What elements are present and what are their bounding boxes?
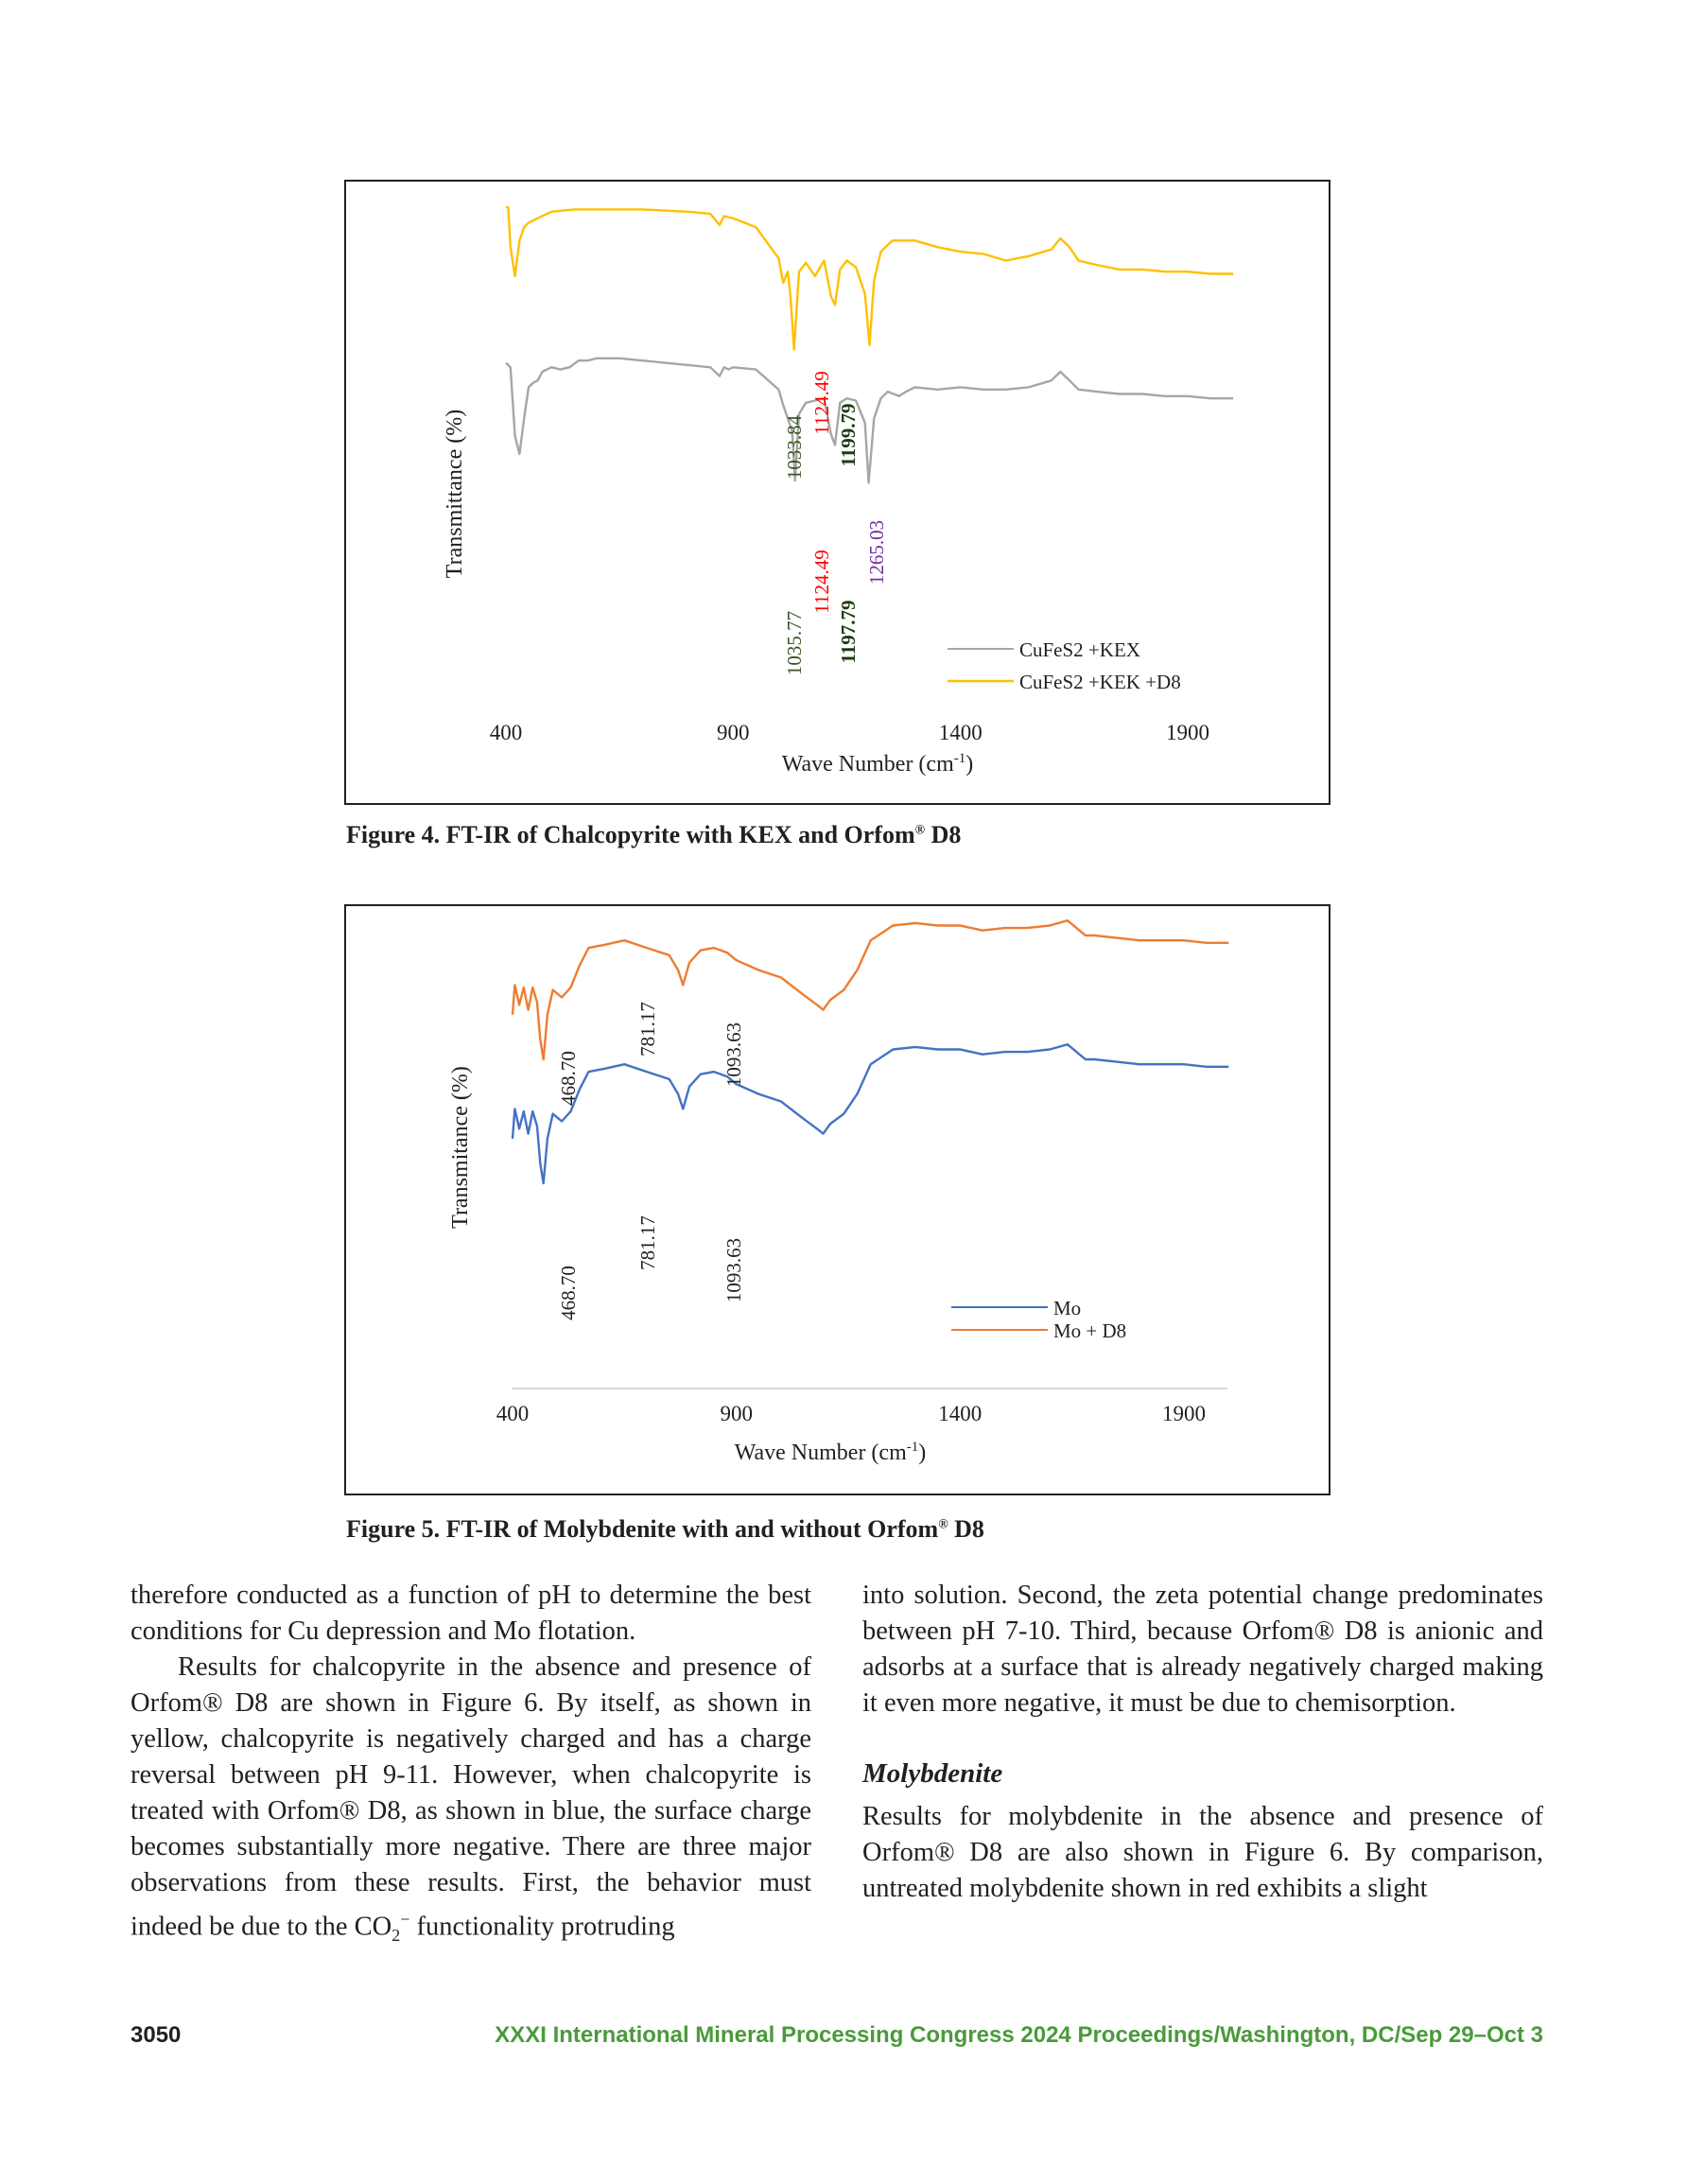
peak-annotation-1035-77: 1035.77: [783, 610, 806, 676]
x-tick-label-900: 900: [717, 721, 750, 744]
paragraph: Results for chalcopyrite in the absence and presence of Orfom® D8 are shown in Figure 6. By itself, as shown in yellow, chalcopyrite is negatively charged and has a charge reversal between pH 9-11. However, when chalcopyrite is treated with Orfom® D8, as shown in blue, the surface charge becomes substantially more negative. There are three major observations from these results. First, the behavior must indeed be due to the $CO_2^-$ functionality protruding: [130, 1652, 811, 1946]
legend-entry-cufes2-kek-d8: CuFeS2 +KEK +D8: [1019, 671, 1181, 693]
x-tick-label-1400: 1400: [938, 1402, 983, 1425]
series-line-cufes2-kex: [506, 358, 1233, 483]
peak-annotation-1093-63: 1093.63: [722, 1022, 745, 1088]
figure-5-plot: [346, 906, 1329, 1494]
legend-entry-cufes2-kex: CuFeS2 +KEX: [1019, 638, 1140, 661]
section-heading: Molybdenite: [862, 1758, 1003, 1789]
x-tick-label-1400: 1400: [938, 721, 983, 744]
paragraph: Results for molybdenite in the absence and presence of Orfom® D8 are also shown in Figure 6. By comparison, untreated molybdenite shown in red exhibits a slight: [862, 1802, 1543, 1903]
paragraph: therefore conducted as a function of pH to determine the best conditions for Cu depression and Mo flotation.: [130, 1581, 811, 1646]
left-column: [130, 1578, 811, 1953]
paragraph: into solution. Second, the zeta potential change predominates between pH 7-10. Third, because Orfom® D8 is anionic and adsorbs at a surface that is already negatively charged making it even more negative, it must be due to chemisorption.: [862, 1581, 1543, 1718]
peak-annotation-1265-03: 1265.03: [865, 519, 888, 585]
series-line-mo: [513, 1044, 1228, 1183]
x-tick-label-400: 400: [489, 721, 523, 744]
legend-entry-mo: Mo: [1053, 1297, 1082, 1319]
figure-4-caption: Figure 4. FT-IR of Chalcopyrite with KEX and Orfom® D8: [346, 821, 962, 848]
figure-4-x-axis-label: Wave Number $(cm^{-1})$: [781, 751, 974, 777]
figure-5-chart: [344, 904, 1330, 1495]
peak-annotation-1197-79: 1197.79: [837, 600, 860, 664]
x-tick-label-1900: 1900: [1166, 721, 1209, 744]
figure-5-x-axis-label: Wave Number $(cm^{-1})$: [734, 1440, 927, 1465]
legend-entry-mo-d8: Mo + D8: [1053, 1319, 1127, 1342]
peak-annotation-468-70: 468.70: [557, 1051, 580, 1106]
peak-annotation-781-17: 781.17: [636, 1215, 659, 1270]
figure-4-y-axis-label: Transmittance (%): [443, 409, 467, 579]
figure-4-chart: [344, 180, 1330, 805]
peak-annotation-781-17: 781.17: [636, 1002, 659, 1057]
peak-annotation-1033-84: 1033.84: [783, 414, 806, 480]
conference-footer: XXXI International Mineral Processing Congress 2024 Proceedings/Washington, DC/Sep 29–Oct 3: [495, 2022, 1543, 2048]
peak-annotation-1124-49: 1124.49: [810, 550, 833, 614]
series-line-mo-d8: [513, 920, 1228, 1059]
peak-annotation-1199-79: 1199.79: [837, 403, 860, 467]
figure-5-legend: [951, 1297, 1126, 1342]
series-line-cufes2-kek-d8: [506, 207, 1233, 349]
page-number: 3050: [130, 2022, 182, 2048]
peak-annotation-1093-63: 1093.63: [722, 1237, 745, 1303]
figure-5-y-axis-label: Transmitance (%): [448, 1066, 473, 1229]
x-tick-label-400: 400: [496, 1402, 530, 1425]
figure-4-legend: [948, 638, 1181, 693]
figure-4-plot: [346, 182, 1329, 803]
peak-annotation-468-70: 468.70: [557, 1266, 580, 1320]
x-tick-label-900: 900: [720, 1402, 753, 1425]
right-column: [862, 1578, 1543, 1907]
x-tick-label-1900: 1900: [1162, 1402, 1206, 1425]
peak-annotation-1124-49: 1124.49: [810, 371, 833, 435]
figure-5-caption: Figure 5. FT-IR of Molybdenite with and without Orfom® D8: [346, 1515, 984, 1543]
